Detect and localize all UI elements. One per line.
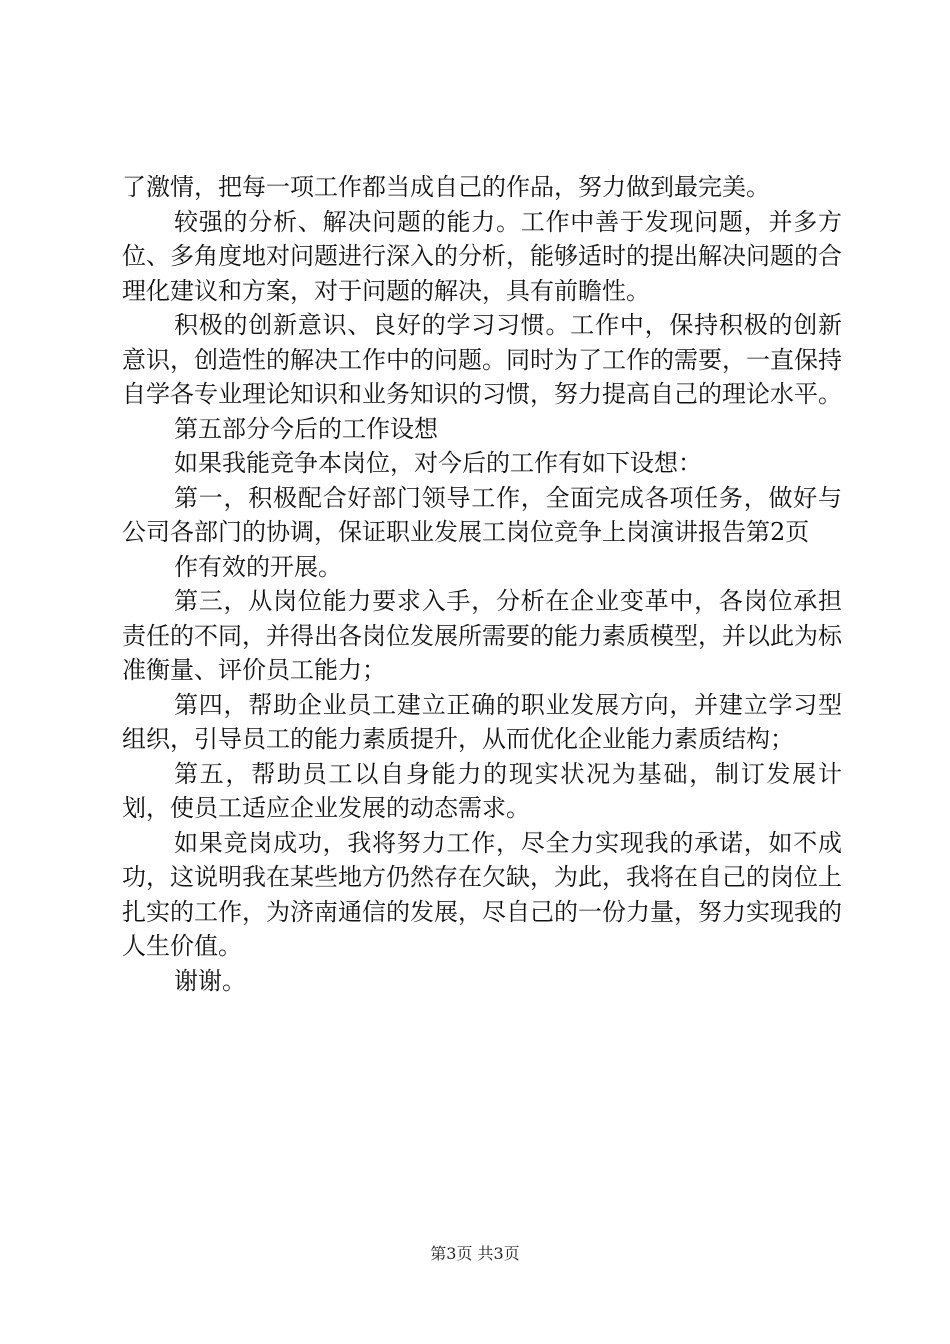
paragraph-fifth-plan: 第五，帮助员工以自身能力的现实状况为基础，制订发展计划，使员工适应企业发展的动态需求。 (122, 759, 842, 822)
paragraph-first-plan: 第一，积极配合好部门领导工作，全面完成各项任务，做好与公司各部门的协调，保证职业发展工岗位竞争上岗演讲报告第2页 (122, 483, 842, 546)
paragraph-thanks: 谢谢。 (174, 966, 246, 995)
paragraph-first-plan-continued: 作有效的开展。 (174, 552, 342, 581)
paragraph-continuation: 了激情，把每一项工作都当成自己的作品，努力做到最完美。 (122, 173, 770, 201)
document-body (122, 170, 842, 998)
paragraph-analysis-ability: 较强的分析、解决问题的能力。工作中善于发现问题，并多方位、多角度地对问题进行深入的分析，能够适时的提出解决问题的合理化建议和方案，对于问题的解决，具有前瞻性。 (122, 207, 842, 305)
paragraph-conclusion: 如果竞岗成功，我将努力工作，尽全力实现我的承诺，如不成功，这说明我在某些地方仍然存在欠缺，为此，我将在自己的岗位上扎实的工作，为济南通信的发展，尽自己的一份力量，努力实现我的人生价值。 (122, 828, 842, 960)
page-number-footer: 第3页 共3页 (430, 1244, 520, 1263)
paragraph-third-plan: 第三，从岗位能力要求入手，分析在企业变革中，各岗位承担责任的不同，并得出各岗位发展所需要的能力素质模型，并以此为标准衡量、评价员工能力； (122, 587, 842, 684)
paragraph-intro-plans: 如果我能竞争本岗位，对今后的工作有如下设想： (174, 449, 702, 477)
paragraph-innovation: 积极的创新意识、良好的学习习惯。工作中，保持积极的创新意识，创造性的解决工作中的问题。同时为了工作的需要，一直保持自学各专业理论知识和业务知识的习惯，努力提高自己的理论水平。 (122, 311, 842, 408)
paragraph-fourth-plan: 第四，帮助企业员工建立正确的职业发展方向，并建立学习型组织，引导员工的能力素质提升，从而优化企业能力素质结构； (122, 690, 842, 753)
section-heading-part-five: 第五部分今后的工作设想 (174, 414, 438, 443)
